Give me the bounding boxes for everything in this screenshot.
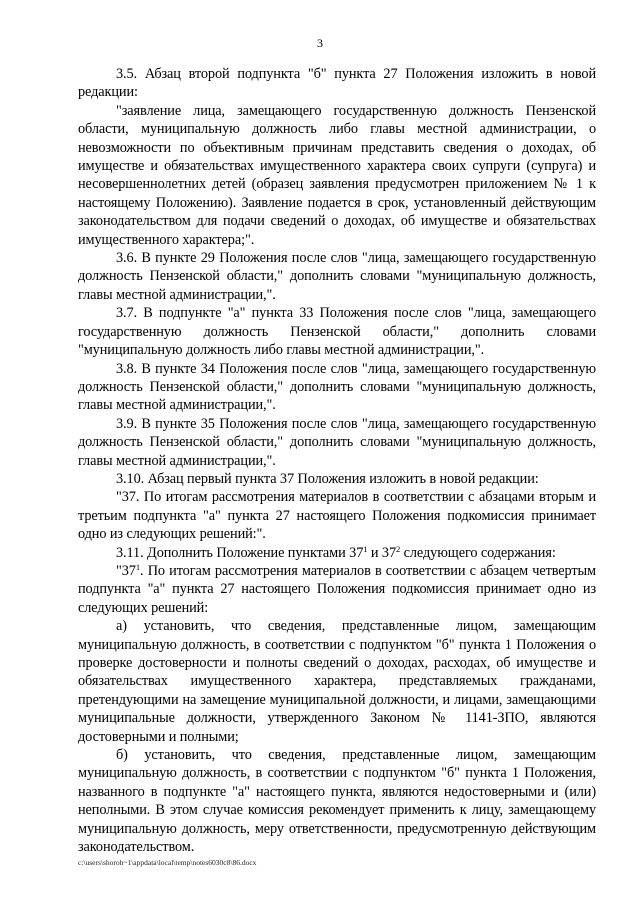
paragraph-3-8: 3.8. В пункте 34 Положения после слов "лица, замещающего государственную должность Пензенской области," дополнить словами "муниципальную должность, главы местной администрации,".: [78, 360, 596, 414]
page-number: 3: [317, 36, 323, 50]
quote-statement-paragraph: "заявление лица, замещающего государственную должность Пензенской области, муниципальную должность либо главы местной администрации, о невозможности по объективным причинам представить сведения о доходах, об имуществе и обязательствах имущественного характера своих супруги (супруга) и несовершеннолетних детей (образец заявления предусмотрен приложением № 1 к настоящему Положению). Заявление подается в срок, установленный действующим законодательством для подачи сведений о доходах, об имуществе и обязательствах имущественного характера;".: [78, 102, 596, 248]
paragraph-37-1-rest: . По итогам рассмотрения материалов в соответствии с абзацем четвертым подпункта "а" пункта 27 настоящего Положения подкомиссия принимает одно из следующих решений:: [78, 562, 596, 616]
paragraph-3-7: 3.7. В подпункте "а" пункта 33 Положения после слов "лица, замещающего государственную должность Пензенской области," дополнить словами "муниципальную должность либо главы местной администрации,".: [78, 305, 596, 359]
subparagraph-a: а) установить, что сведения, представленные лицом, замещающим муниципальную должность, в соответствии с подпунктом "б" пункта 1 Положения о проверке достоверности и полноты сведений о доходах, расходах, об имуществе и обязательствах имущественного характера, представляемых гражданами, претендующими на замещение муниципальной должности, и лицами, замещающими муниципальные должности, утвержденного Законом № 1141-ЗПО, являются достоверными и полными;: [78, 618, 596, 745]
superscript-1: 1: [363, 543, 368, 554]
paragraph-3-11-middle: и 37: [367, 544, 397, 561]
paragraph-3-10: 3.10. Абзац первый пункта 37 Положения изложить в новой редакции:: [116, 470, 539, 487]
paragraph-3-5: 3.5. Абзац второй подпункта "б" пункта 27 Положения изложить в новой редакции:: [78, 66, 596, 101]
paragraph-37-1-start: "37: [116, 562, 136, 579]
footer-file-path: c:\users\shoroh~1\appdata\local\temp\notes6030c8\86.docx: [78, 858, 257, 867]
superscript-2: 2: [396, 543, 401, 554]
paragraph-3-11: [78, 544, 596, 562]
quote-paragraph-37: "37. По итогам рассмотрения материалов в соответствии с абзацами вторым и третьим подпункта "а" пункта 27 настоящего Положения подкомиссия принимает одно из следующих решений:".: [78, 489, 596, 543]
quote-paragraph-37-1: [78, 562, 596, 617]
paragraph-3-11-start: 3.11. Дополнить Положение пунктами 37: [116, 544, 364, 561]
document-body: [78, 65, 596, 856]
paragraph-3-11-end: следующего содержания:: [400, 544, 556, 561]
paragraph-3-9: 3.9. В пункте 35 Положения после слов "лица, замещающего государственную должность Пензенской области," дополнить словами "муниципальную должность, главы местной администрации,".: [78, 415, 596, 469]
superscript-1: 1: [135, 561, 140, 572]
paragraph-3-6: 3.6. В пункте 29 Положения после слов "лица, замещающего государственную должность Пензенской области," дополнить словами "муниципальную должность, главы местной администрации,".: [78, 250, 596, 303]
subparagraph-b: б) установить, что сведения, представленные лицом, замещающим муниципальную должность, в соответствии с подпунктом "б" пункта 1 Положения, названного в подпункте "а" настоящего пункта, являются недостоверными и (или) неполными. В этом случае комиссия рекомендует применить к лицу, замещающему муниципальную должность, меру ответственности, предусмотренную действующим законодательством.: [78, 747, 596, 856]
